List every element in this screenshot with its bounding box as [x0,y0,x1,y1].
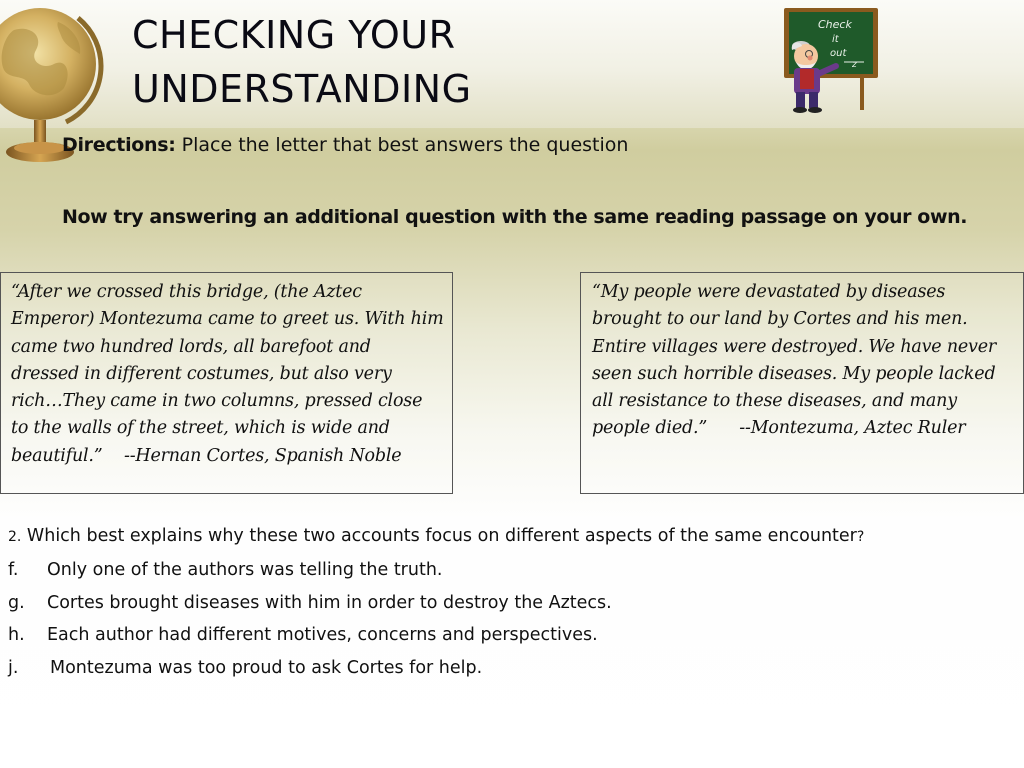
chalk-it: it [832,34,839,45]
answer-letter: h. [8,625,25,645]
quote-box-montezuma [580,272,1024,494]
page-title [132,8,732,116]
quote-attribution: --Hernan Cortes, Spanish Noble [124,445,402,466]
title-line-1: CHECKING YOUR [132,13,456,57]
instruction-text: Now try answering an additional question with the same reading passage on your own. [62,206,968,228]
quote-box-cortes [0,272,453,494]
answer-option-h [8,625,1008,658]
question-text: Which best explains why these two accounts focus on different aspects of the same encounter [21,526,857,546]
answer-option-j [8,658,1008,691]
question-number: 2. [8,529,22,545]
chalk-z: z [852,60,857,70]
question [8,526,1018,546]
title-line-2: UNDERSTANDING [132,67,472,111]
answer-option-g [8,593,1008,626]
teacher-chalkboard-icon [774,6,882,114]
chalk-check: Check [818,18,852,31]
answer-letter: g. [8,592,25,613]
chalk-out: out [830,48,847,59]
question-mark: ? [856,529,865,545]
directions [62,134,962,156]
answer-letter: f. [8,560,19,580]
directions-label: Directions: [62,134,176,156]
answer-text: Cortes brought diseases with him in order to destroy the Aztecs. [47,592,612,613]
answer-text: Montezuma was too proud to ask Cortes for help. [50,657,483,678]
quote-attribution: --Montezuma, Aztec Ruler [739,418,966,439]
answer-text: Each author had different motives, concerns and perspectives. [47,625,598,645]
quote-text: “My people were devastated by diseases brought to our land by Cortes and his men. Entire villages were destroyed. We have never seen such horrible diseases. My people lacked all resistance to these diseases, and many people died.” [592,282,997,439]
quote-text: “After we crossed this bridge, (the Aztec Emperor) Montezuma came to greet us. With him came two hundred lords, all barefoot and dressed in different costumes, but also very rich…They came in two columns, pressed close to the walls of the street, which is wide and beautiful.” [11,282,444,466]
answer-list [8,560,1008,690]
directions-text: Place the letter that best answers the question [175,134,629,156]
answer-letter: j. [8,657,19,678]
answer-option-f [8,560,1008,593]
answer-text: Only one of the authors was telling the truth. [47,560,443,580]
